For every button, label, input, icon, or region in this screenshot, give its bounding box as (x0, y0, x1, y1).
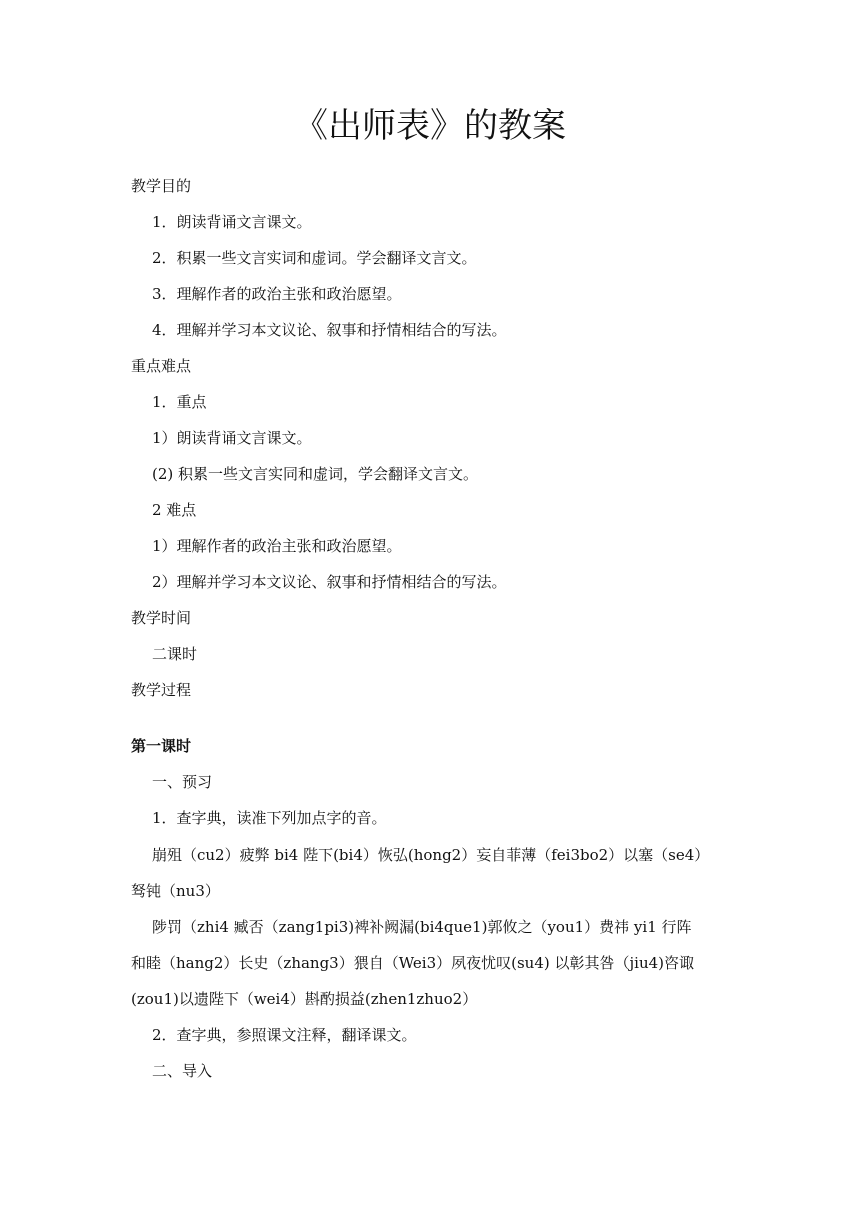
difficulty-heading: 2 难点 (152, 501, 197, 519)
pronunciation-list-line-5: (zou1)以遗陛下（wei4）斟酌损益(zhen1zhuo2） (131, 990, 478, 1008)
step-heading-preview: 一、预习 (152, 773, 213, 791)
section-heading-time: 教学时间 (131, 609, 192, 627)
pronunciation-list-line-1: 崩殂（cu2）疲弊 bi4 陛下(bi4）恢弘(hong2）妄自菲薄（fei3bo2）以塞（se4） (152, 846, 710, 864)
section-heading-key-points: 重点难点 (131, 357, 192, 375)
objective-item-2: 2．积累一些文言实词和虚词。学会翻译文言文。 (152, 249, 477, 267)
pronunciation-list-line-3: 陟罚（zhi4 臧否（zang1pi3)裨补阙漏(bi4que1)郭攸之（you1）费祎 yi1 行阵 (152, 918, 692, 936)
objective-item-1: 1．朗读背诵文言课文。 (152, 213, 312, 231)
section-heading-process: 教学过程 (131, 681, 192, 699)
teaching-time-value: 二课时 (152, 645, 198, 663)
key-point-item-1: 1）朗读背诵文言课文。 (152, 429, 312, 447)
section-heading-objectives: 教学目的 (131, 177, 192, 195)
pronunciation-list-line-4: 和睦（hang2）长史（zhang3）猥自（Wei3）夙夜忧叹(su4) 以彰其咎（jiu4)咨诹 (131, 954, 695, 972)
difficulty-item-1: 1）理解作者的政治主张和政治愿望。 (152, 537, 402, 555)
pronunciation-list-line-2: 驽钝（nu3） (131, 882, 220, 900)
lesson-heading-first: 第一课时 (131, 737, 192, 755)
objective-item-3: 3．理解作者的政治主张和政治愿望。 (152, 285, 402, 303)
key-point-item-2: (2) 积累一些文言实同和虚词，学会翻译文言文。 (152, 465, 479, 483)
difficulty-item-2: 2）理解并学习本文议论、叙事和抒情相结合的写法。 (152, 573, 507, 591)
preview-item-2: 2．查字典，参照课文注释，翻译课文。 (152, 1026, 417, 1044)
preview-item-1: 1．查字典，读准下列加点字的音。 (152, 809, 387, 827)
objective-item-4: 4．理解并学习本文议论、叙事和抒情相结合的写法。 (152, 321, 507, 339)
step-heading-introduction: 二、导入 (152, 1062, 213, 1080)
key-point-heading: 1．重点 (152, 393, 207, 411)
document-title: 《出师表》的教案 (294, 106, 566, 146)
